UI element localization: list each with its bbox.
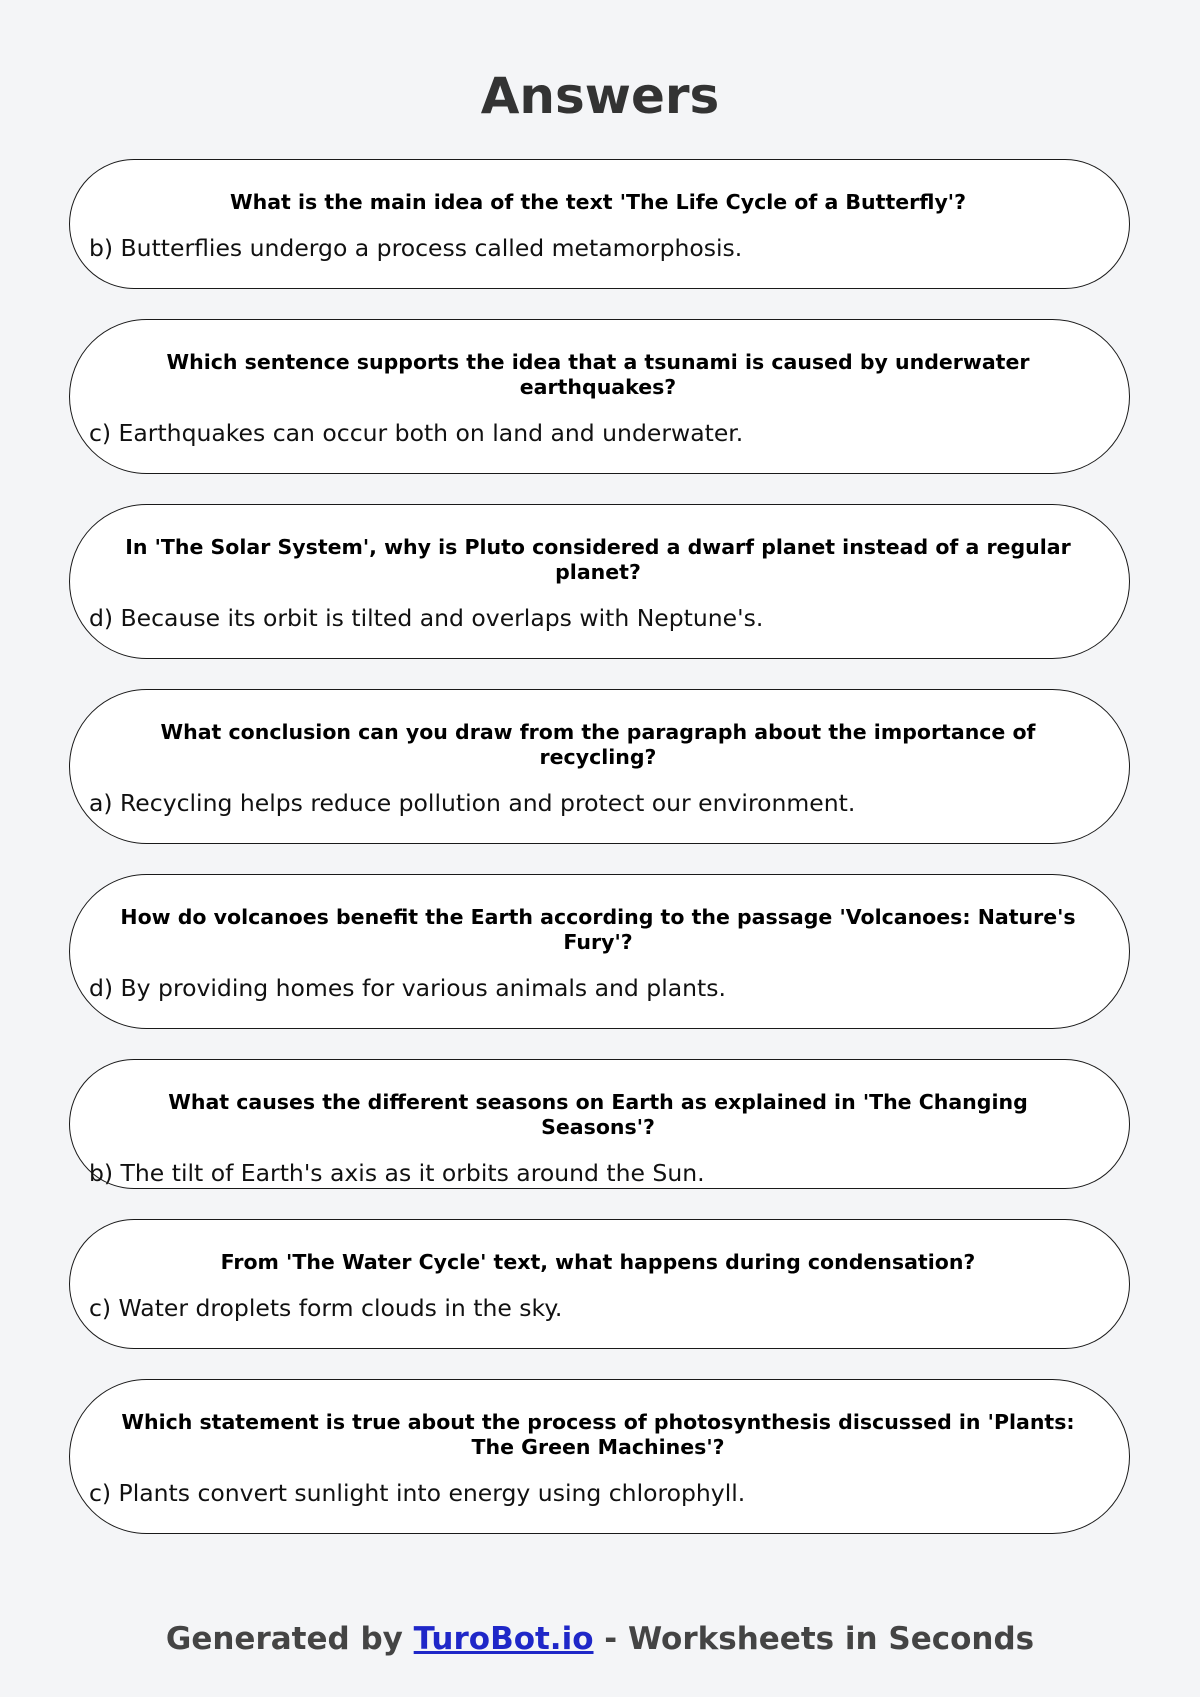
answer-text: c) Earthquakes can occur both on land and underwater.	[89, 419, 744, 447]
question-text: What conclusion can you draw from the paragraph about the importance of recycling?	[160, 720, 1036, 769]
answer-text: d) By providing homes for various animals and plants.	[89, 974, 726, 1002]
answer-text: a) Recycling helps reduce pollution and protect our environment.	[89, 789, 856, 817]
question-text: From 'The Water Cycle' text, what happens during condensation?	[220, 1250, 976, 1274]
answer-card	[69, 504, 1130, 659]
footer-prefix: Generated by	[165, 1621, 414, 1657]
question-text: Which statement is true about the process of photosynthesis discussed in 'Plants: The Green Machines'?	[121, 1410, 1075, 1459]
footer	[0, 1617, 1200, 1661]
answer-text: c) Plants convert sunlight into energy using chlorophyll.	[89, 1479, 746, 1507]
question-text: What is the main idea of the text 'The Life Cycle of a Butterfly'?	[230, 190, 966, 214]
answer-card	[69, 1379, 1130, 1534]
question-text: Which sentence supports the idea that a tsunami is caused by underwater earthquakes?	[166, 350, 1030, 399]
question-text: In 'The Solar System', why is Pluto considered a dwarf planet instead of a regular planet?	[125, 535, 1071, 584]
answer-text: b) The tilt of Earth's axis as it orbits around the Sun.	[89, 1159, 705, 1187]
question-text: What causes the different seasons on Earth as explained in 'The Changing Seasons'?	[168, 1090, 1028, 1139]
question-text: How do volcanoes benefit the Earth according to the passage 'Volcanoes: Nature's Fury'?	[120, 905, 1076, 954]
answer-card	[69, 874, 1130, 1029]
answer-card	[69, 159, 1130, 289]
turobot-link[interactable]: TuroBot.io	[413, 1621, 594, 1657]
answer-text: d) Because its orbit is tilted and overlaps with Neptune's.	[89, 604, 764, 632]
answer-text: c) Water droplets form clouds in the sky.	[89, 1294, 563, 1322]
footer-suffix: - Worksheets in Seconds	[593, 1621, 1035, 1657]
answer-text: b) Butterflies undergo a process called metamorphosis.	[89, 234, 743, 262]
page-title: Answers	[480, 67, 720, 125]
answer-card	[69, 1219, 1130, 1349]
answer-card	[69, 689, 1130, 844]
answer-card	[69, 319, 1130, 474]
answer-card	[69, 1059, 1130, 1189]
